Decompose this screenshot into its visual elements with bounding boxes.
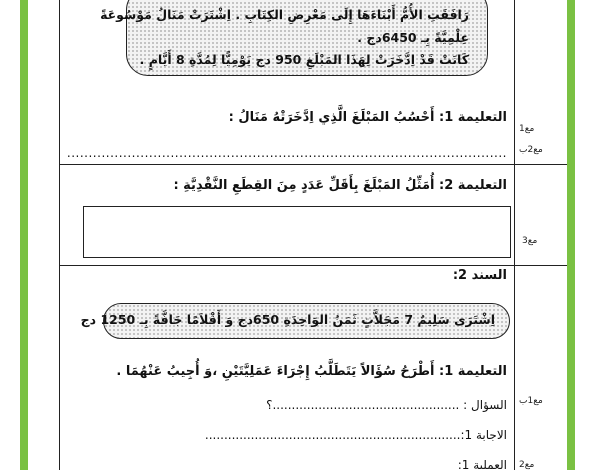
document1-line3: كَانَتْ قَدْ اِدَّخَرَتْ لِهَذَا المَبْلَغِ 950 دج يَوْمِيًّا لِمُدَّةِ 8 أَيَّامٍ . <box>139 52 469 67</box>
document2-bubble <box>80 303 510 339</box>
criteria-label-3: مع3 <box>522 236 538 246</box>
worksheet-page <box>28 0 567 470</box>
document1-line2: عِلْمِيَّةً بِـ 6450دج . <box>357 30 469 45</box>
task3-instruction: التعليمة 1: أَطْرَحُ سُؤَالاً يَتَطَلَّبُ إِجْرَاءَ عَمَلِيَّتَيْنِ ،وَ أُجِيبُ عَنْهُمَا . <box>116 364 507 379</box>
criteria-label-5: مع2 <box>519 460 535 470</box>
task1-instruction: التعليمة 1: أَحْسُبُ المَبْلَغَ الَّذِي اِدَّخَرَتْهُ مَنَالُ : <box>228 110 507 125</box>
task1-answer-dots: ...................................................................................................... <box>66 146 507 160</box>
document1-line1: رَافَقَتِ الأُمُّ أَبْنَاءَهَا إِلَى مَعْرِضِ الكِتَابِ . اِشْتَرَتْ مَنَالُ مَوْسُوعَةً <box>100 7 469 22</box>
criteria-label-2: مع2ب <box>519 145 543 155</box>
criteria-label-4: مع1ب <box>519 396 543 406</box>
criteria-column-divider <box>514 0 515 470</box>
operation1-line[interactable]: العملية 1: <box>457 458 507 470</box>
criteria-label-1: مع1 <box>519 124 535 134</box>
answer1-line[interactable]: الاجابة 1:................................................................... <box>204 428 507 442</box>
left-green-border <box>20 0 28 470</box>
document2-line1: اِشْتَرَى سَلِيمٌ 7 مَجَلاَّتٍ ثَمَنُ الوَاحِدَةِ 650دج وَ أَقْلاَمًا جَافَّةً بِـ 1250 دج <box>80 312 495 327</box>
right-green-border <box>567 0 575 470</box>
separator-1 <box>59 164 567 165</box>
document2-title: السند 2: <box>452 268 507 283</box>
task2-answer-box[interactable] <box>83 206 511 258</box>
document1-bubble <box>100 0 488 76</box>
separator-2 <box>59 265 567 266</box>
task2-instruction: التعليمة 2: أُمَثِّلُ المَبْلَغَ بِأَقَلِّ عَدَدٍ مِنَ القِطَعِ النَّقْدِيَّةِ : <box>173 178 507 193</box>
question-line[interactable]: السؤال : .................................................؟ <box>266 398 507 412</box>
left-frame-line <box>59 0 60 470</box>
